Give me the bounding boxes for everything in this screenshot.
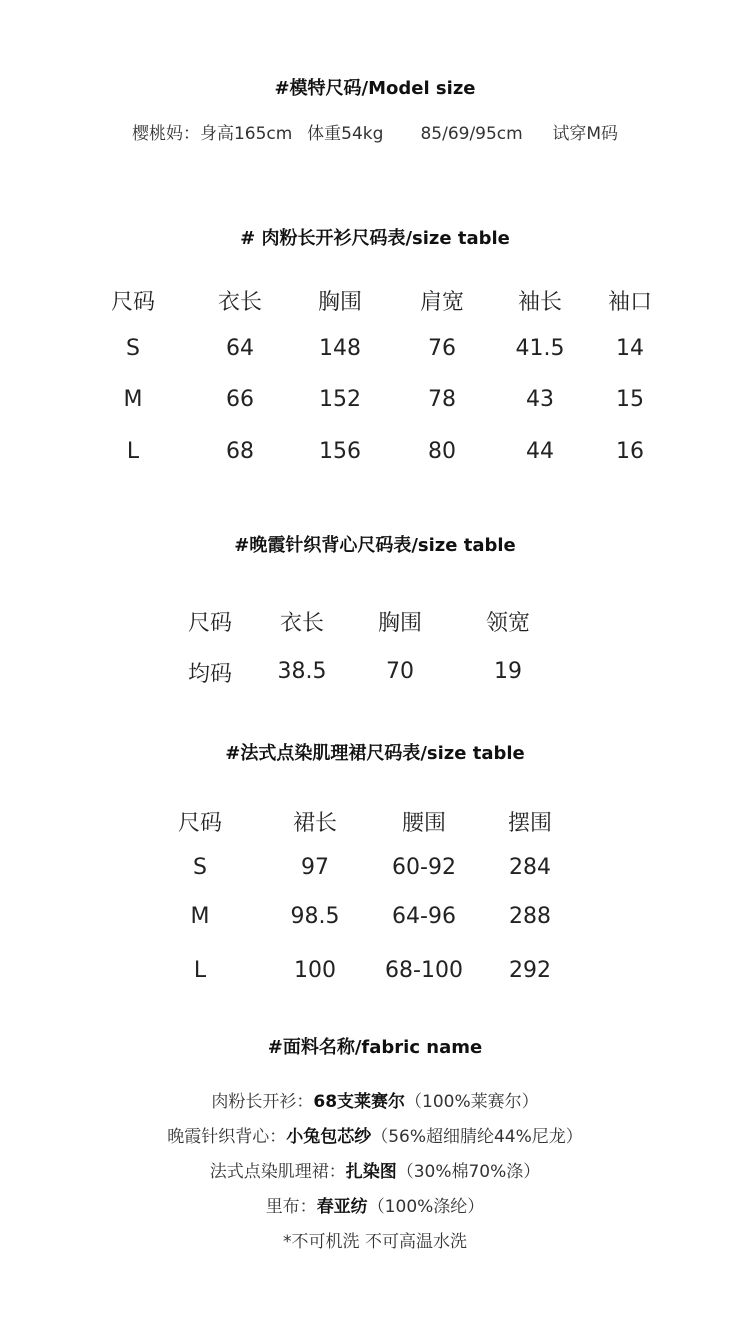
table-cell: S bbox=[193, 855, 207, 880]
table-cell: L bbox=[126, 439, 140, 464]
table-cell: 97 bbox=[301, 855, 329, 880]
skirt-header-hem: 摆围 bbox=[507, 811, 553, 836]
table-cell: S bbox=[126, 336, 140, 361]
table-cell: M bbox=[123, 387, 143, 412]
vest-header-bust: 胸围 bbox=[377, 611, 423, 636]
fabric-item-name: 春亚纺 bbox=[316, 1197, 368, 1217]
fabric-item bbox=[0, 1157, 750, 1182]
fabric-heading: #面料名称/fabric name bbox=[267, 1037, 483, 1058]
fabric-item-label: 法式点染肌理裙： bbox=[209, 1162, 346, 1182]
table-cell: 98.5 bbox=[290, 904, 340, 929]
table-cell: 68-100 bbox=[385, 958, 463, 983]
table-cell: 80 bbox=[428, 439, 456, 464]
model-weight: 体重54kg bbox=[307, 124, 384, 144]
table-cell: 148 bbox=[319, 336, 361, 361]
fabric-item-detail: （100%涤纶） bbox=[367, 1197, 485, 1217]
skirt-table-heading: #法式点染肌理裙尺码表/size table bbox=[225, 743, 525, 764]
table-cell: 60-92 bbox=[392, 855, 456, 880]
vest-table-heading: #晚霞针织背心尺码表/size table bbox=[234, 535, 516, 556]
fabric-item-name: 扎染图 bbox=[345, 1162, 397, 1182]
cardigan-table-heading: # 肉粉长开衫尺码表/size table bbox=[240, 228, 510, 249]
table-cell: 66 bbox=[226, 387, 254, 412]
table-cell: 15 bbox=[616, 387, 644, 412]
fabric-item-name: 68支莱赛尔 bbox=[313, 1092, 406, 1112]
table-cell: 44 bbox=[526, 439, 554, 464]
table-cell: 100 bbox=[294, 958, 336, 983]
model-info-line bbox=[0, 119, 750, 144]
model-size-tried: 试穿M码 bbox=[552, 124, 619, 144]
fabric-item bbox=[0, 1087, 750, 1112]
fabric-item bbox=[0, 1122, 750, 1147]
table-cell: 41.5 bbox=[515, 336, 565, 361]
model-name-label: 樱桃妈： bbox=[131, 124, 200, 144]
vest-header-length: 衣长 bbox=[279, 611, 325, 636]
skirt-header-size: 尺码 bbox=[177, 811, 223, 836]
table-cell: L bbox=[193, 958, 207, 983]
cardigan-header-size: 尺码 bbox=[110, 290, 156, 315]
model-height: 身高165cm bbox=[199, 124, 293, 144]
vest-header-size: 尺码 bbox=[187, 611, 233, 636]
fabric-item-detail: （56%超细腈纶44%尼龙） bbox=[371, 1127, 583, 1147]
table-cell: 64-96 bbox=[392, 904, 456, 929]
table-cell: 64 bbox=[226, 336, 254, 361]
table-cell: 292 bbox=[509, 958, 551, 983]
fabric-item-name: 小兔包芯纱 bbox=[286, 1127, 372, 1147]
fabric-item-detail: （30%棉70%涤） bbox=[396, 1162, 541, 1182]
table-cell: 152 bbox=[319, 387, 361, 412]
cardigan-header-shoulder: 肩宽 bbox=[419, 290, 465, 315]
vest-header-collar: 领宽 bbox=[485, 611, 531, 636]
table-cell: 14 bbox=[616, 336, 644, 361]
table-cell: 43 bbox=[526, 387, 554, 412]
table-cell: 16 bbox=[616, 439, 644, 464]
fabric-item-detail: （100%莱赛尔） bbox=[405, 1092, 539, 1112]
fabric-item-label: 肉粉长开衫： bbox=[211, 1092, 314, 1112]
table-cell: 76 bbox=[428, 336, 456, 361]
table-cell: 38.5 bbox=[277, 659, 327, 684]
table-cell: 70 bbox=[386, 659, 414, 684]
table-cell: 288 bbox=[509, 904, 551, 929]
skirt-header-length: 裙长 bbox=[292, 811, 338, 836]
care-note: *不可机洗 不可高温水洗 bbox=[283, 1232, 467, 1252]
cardigan-header-bust: 胸围 bbox=[317, 290, 363, 315]
table-cell: 156 bbox=[319, 439, 361, 464]
model-size-heading: #模特尺码/Model size bbox=[274, 78, 476, 99]
cardigan-header-length: 衣长 bbox=[217, 290, 263, 315]
fabric-item bbox=[0, 1192, 750, 1217]
table-cell: 均码 bbox=[187, 662, 233, 687]
model-measurements: 85/69/95cm bbox=[420, 124, 523, 144]
table-cell: M bbox=[190, 904, 210, 929]
cardigan-header-sleeve-length: 袖长 bbox=[517, 290, 563, 315]
table-cell: 78 bbox=[428, 387, 456, 412]
fabric-item-label: 里布： bbox=[265, 1197, 317, 1217]
table-cell: 68 bbox=[226, 439, 254, 464]
cardigan-header-cuff: 袖口 bbox=[607, 290, 653, 315]
table-cell: 19 bbox=[494, 659, 522, 684]
fabric-item-label: 晚霞针织背心： bbox=[167, 1127, 287, 1147]
table-cell: 284 bbox=[509, 855, 551, 880]
skirt-header-waist: 腰围 bbox=[401, 811, 447, 836]
